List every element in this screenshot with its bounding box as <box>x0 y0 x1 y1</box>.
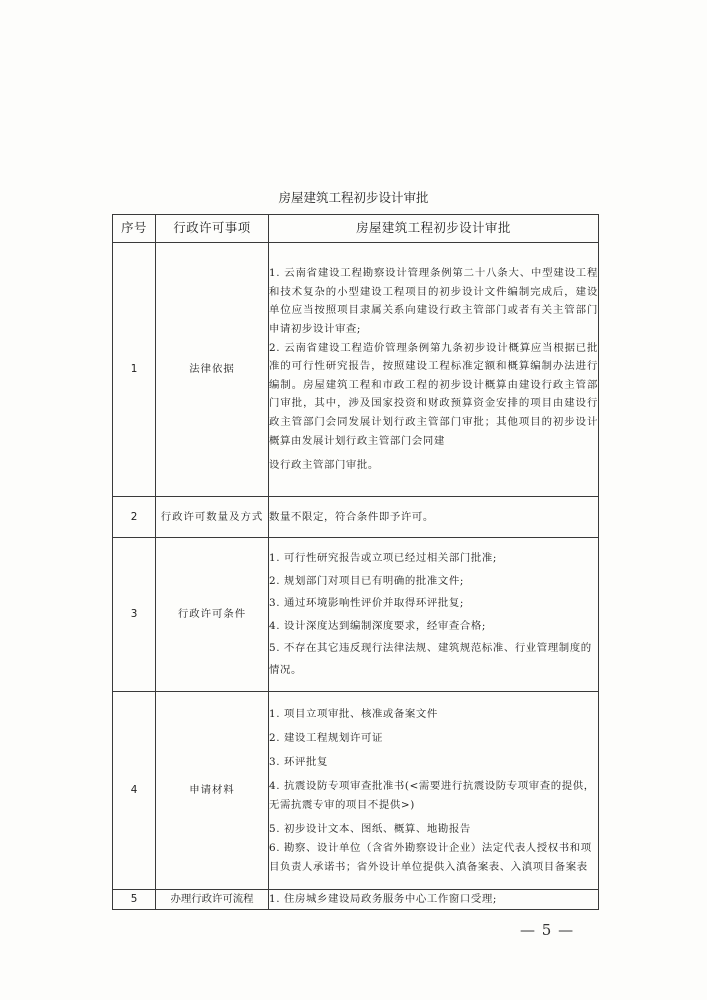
page-number: — 5 — <box>520 921 575 939</box>
list-item: 5. 初步设计文本、图纸、概算、地勘报告 <box>269 822 471 835</box>
list-item: 4. 抗震设防专项审查批准书(<需要进行抗震设防专项审查的提供，无需抗震专审的项目不提供>) <box>269 779 595 811</box>
row-number: 3 <box>113 538 156 692</box>
header-no: 序号 <box>113 215 156 243</box>
table-row <box>113 538 599 692</box>
row-item: 申请材料 <box>156 692 269 890</box>
row-item: 行政许可条件 <box>156 538 269 692</box>
list-item: 1. 项目立项审批、核准或备案文件 <box>269 707 438 720</box>
content-paragraph: 1. 住房城乡建设局政务服务中心工作窗口受理; <box>269 893 497 905</box>
list-item: 5. 不存在其它违反现行法律法规、建筑规范标准、行业管理制度的情况。 <box>269 641 592 677</box>
header-content: 房屋建筑工程初步设计审批 <box>269 215 599 243</box>
list-item: 2. 建设工程规划许可证 <box>269 731 383 744</box>
row-item: 办理行政许可流程 <box>156 890 269 910</box>
table-row <box>113 497 599 538</box>
content-paragraph: 数量不限定，符合条件即予许可。 <box>269 510 434 523</box>
table-row <box>113 890 599 910</box>
permit-table <box>112 214 599 910</box>
content-paragraph: 2. 云南省建设工程造价管理条例第九条初步设计概算应当根据已批准的可行性研究报告，按照建设工程标准定额和概算编制办法进行编制。房屋建筑工程和市政工程的初步设计概算由建设行政主管部门审批，其中，涉及国家投资和财政预算资金安排的项目由建设行政主管部门会同发展计划行政主管部门审批；其他项目的初步设计概算由发展计划行政主管部门会同建 <box>269 341 598 447</box>
header-item: 行政许可事项 <box>156 215 269 243</box>
row-number: 1 <box>113 243 156 497</box>
list-item: 2. 规划部门对项目已有明确的批准文件; <box>269 574 464 587</box>
table-row <box>113 243 599 497</box>
list-item: 6. 勘察、设计单位（含省外勘察设计企业）法定代表人授权书和项目负责人承诺书；省外设计单位提供入滇备案表、入滇项目备案表 <box>269 841 592 873</box>
list-item: 1. 可行性研究报告或立项已经过相关部门批准; <box>269 552 497 565</box>
row-item: 行政许可数量及方式 <box>156 497 269 538</box>
row-number: 4 <box>113 692 156 890</box>
row-content <box>269 890 599 910</box>
row-number: 2 <box>113 497 156 538</box>
table-header-row <box>113 215 599 243</box>
list-item: 3. 通过环境影响性评价并取得环评批复; <box>269 597 464 610</box>
row-content <box>269 692 599 890</box>
table-row <box>113 692 599 890</box>
content-paragraph: 设行政主管部门审批。 <box>269 459 379 472</box>
row-number: 5 <box>113 890 156 910</box>
document-title: 房屋建筑工程初步设计审批 <box>278 190 429 205</box>
content-paragraph: 1. 云南省建设工程勘察设计管理条例第二十八条大、中型建设工程和技术复杂的小型建设工程项目的初步设计文件编制完成后，建设单位应当按照项目隶属关系向建设行政主管部门或者有关主管部门申请初步设计审查; <box>269 267 598 336</box>
list-item: 4. 设计深度达到编制深度要求，经审查合格; <box>269 619 486 632</box>
row-item: 法律依据 <box>156 243 269 497</box>
row-content <box>269 538 599 692</box>
row-content <box>269 243 599 497</box>
row-content <box>269 497 599 538</box>
list-item: 3. 环评批复 <box>269 755 328 768</box>
